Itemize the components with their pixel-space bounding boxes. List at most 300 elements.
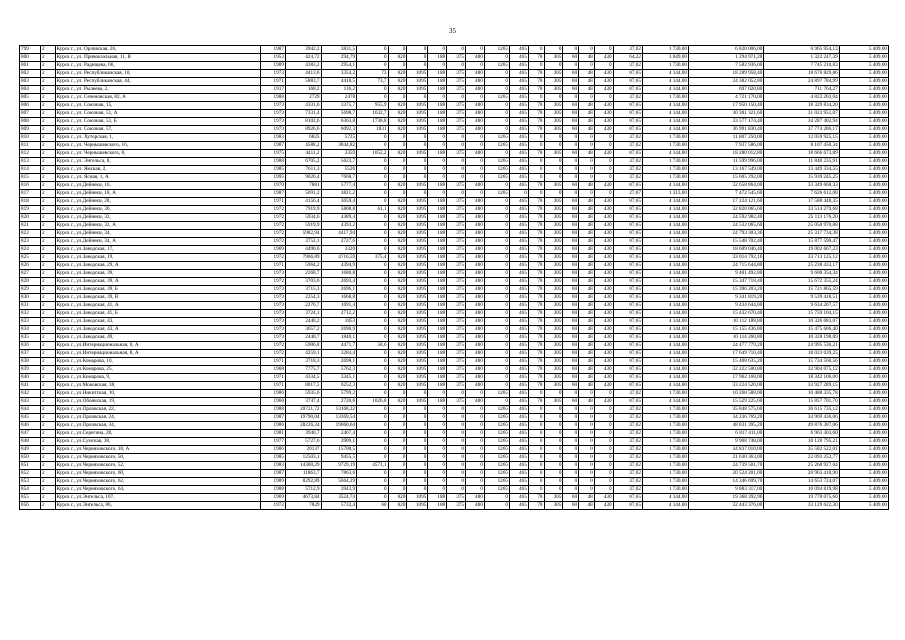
table-cell: 5664,29 (321, 478, 357, 486)
table-cell: 375 (447, 246, 466, 254)
table-cell: 15 939 245,25 (764, 174, 839, 182)
table-cell: 1986 (260, 390, 285, 398)
table-row (20, 46, 889, 54)
table-cell: Курск г., ул. Союзная, 57, (55, 126, 260, 134)
table-cell: 1 730,00 (642, 438, 688, 446)
table-cell: 4 144,00 (642, 102, 688, 110)
table-cell: 0 (544, 414, 563, 422)
table-cell: 305 (544, 78, 563, 86)
table-cell: 1987 (260, 142, 285, 150)
table-cell: 0 (594, 446, 613, 454)
table-cell: 0 (465, 142, 484, 150)
table-cell: 837 (20, 350, 41, 358)
table-cell: 465 (509, 158, 528, 166)
table-cell: 375 (447, 198, 466, 206)
table-cell: 0 (579, 454, 595, 462)
table-cell: 0 (484, 78, 509, 86)
table-cell: 15 548 702,40 (688, 238, 763, 246)
table-cell: 4 144,00 (642, 294, 688, 302)
table-cell: 0 (544, 190, 563, 198)
table-cell: 78 (528, 278, 544, 286)
table-cell: 9729,19 (321, 462, 357, 470)
table-cell: 465 (509, 86, 528, 94)
table-cell: 375 (447, 206, 466, 214)
table-cell: 14 346 699,70 (688, 478, 763, 486)
table-cell: 1265 (484, 446, 509, 454)
table-cell: 5906,8 (285, 342, 321, 350)
table-cell: 305 (544, 502, 563, 510)
table-cell: 305 (544, 86, 563, 94)
table-cell: 3831,5 (321, 46, 357, 54)
table-cell: 37,02 (613, 414, 642, 422)
table-cell: 11 807 250,00 (688, 134, 763, 142)
table-cell: 4 144,00 (642, 246, 688, 254)
table-cell: 0 (407, 94, 428, 102)
table-cell: 1095 (407, 78, 428, 86)
table-cell: 1 730,00 (642, 446, 688, 454)
table-cell: 22 093 252,77 (764, 454, 839, 462)
table-cell: 5 409,00 (839, 398, 888, 406)
table-cell: 87,65 (613, 494, 642, 502)
table-cell: 0 (447, 414, 466, 422)
table-cell: 840 (20, 374, 41, 382)
table-cell: 1095 (407, 294, 428, 302)
table-cell: 37,02 (613, 438, 642, 446)
table-cell: 0 (357, 230, 388, 238)
table-cell: Курск г., ул.Комарова, 25, (55, 366, 260, 374)
table-cell: 0 (579, 174, 595, 182)
table-cell: 5 409,00 (839, 246, 888, 254)
table-cell: 0 (465, 414, 484, 422)
table-cell: 73,7 (357, 78, 388, 86)
table-cell: 48 (579, 126, 595, 134)
table-cell: 188 (428, 294, 447, 302)
table-cell: 4 144,00 (642, 382, 688, 390)
table-cell: 0 (594, 94, 613, 102)
table-cell: 2440,2 (285, 318, 321, 326)
table-cell: 5526 (321, 166, 357, 174)
table-cell: 5 409,00 (839, 238, 888, 246)
table-row (20, 478, 889, 486)
table-cell: 188 (428, 278, 447, 286)
table-cell: 78 (528, 286, 544, 294)
table-cell: 1986 (260, 422, 285, 430)
table-cell: 4 144,00 (642, 214, 688, 222)
table-cell: 5964,2 (285, 262, 321, 270)
table-cell: 305 (544, 382, 563, 390)
table-row (20, 126, 889, 134)
table-cell: 0 (509, 190, 528, 198)
table-cell: 15 877 590,47 (764, 238, 839, 246)
table-cell: 480 (465, 494, 484, 502)
table-cell: 4 144,00 (642, 230, 688, 238)
table-cell: 620 (388, 374, 407, 382)
table-cell: 0 (563, 486, 579, 494)
table-cell: 0 (544, 174, 563, 182)
table-cell: Курск г., ул.Заводская, 39, Б (55, 286, 260, 294)
table-cell: 1989 (260, 478, 285, 486)
table-cell: Курск г., ул.Моковская, 38, (55, 382, 260, 390)
table-cell: 60 (563, 54, 579, 62)
table-cell: 5 409,00 (839, 462, 888, 470)
table-cell: 4393,2 (321, 222, 357, 230)
table-row (20, 78, 889, 86)
table-cell: 620 (388, 294, 407, 302)
table-cell: 0 (388, 478, 407, 486)
table-cell: 36 991 830,40 (688, 126, 763, 134)
table-cell: 480 (465, 318, 484, 326)
table-row (20, 390, 889, 398)
table-cell: 480 (465, 502, 484, 510)
table-cell: 305 (544, 350, 563, 358)
table-cell: 812 (20, 150, 41, 158)
table-cell: 375 (447, 270, 466, 278)
table-cell: 849 (20, 446, 41, 454)
table-cell: 5 409,00 (839, 494, 888, 502)
table-cell: Курск г., ул.Заводская, 41, Б (55, 310, 260, 318)
table-cell: 0 (579, 486, 595, 494)
table-cell: 0 (407, 430, 428, 438)
table-cell: 48 (579, 382, 595, 390)
table-cell: 0 (388, 390, 407, 398)
table-cell: 824 (20, 246, 41, 254)
table-cell: 64,22 (613, 54, 642, 62)
table-cell: 0 (484, 366, 509, 374)
table-cell: 2 (40, 398, 55, 406)
table-cell: 0 (388, 486, 407, 494)
table-cell: 1095 (407, 102, 428, 110)
table-cell: 5 409,00 (839, 406, 888, 414)
table-cell: 87,65 (613, 102, 642, 110)
table-cell: 0 (428, 406, 447, 414)
table-cell: 188 (428, 230, 447, 238)
table-row (20, 502, 889, 510)
table-cell: 294,79 (321, 54, 357, 62)
table-cell: 33 577 174,40 (688, 118, 763, 126)
table-cell: 3657,2 (285, 326, 321, 334)
table-cell: 799 (20, 46, 41, 54)
table-cell: 0 (544, 438, 563, 446)
table-cell: 32 820 065,60 (688, 206, 763, 214)
table-cell: 1972 (260, 502, 285, 510)
table-cell: 0 (579, 94, 595, 102)
table-cell: 1987 (260, 414, 285, 422)
table-cell: 1 730,00 (642, 470, 688, 478)
table-cell: 1917 (260, 86, 285, 94)
table-cell: 4389,4 (321, 214, 357, 222)
table-cell: 25 050 970,88 (764, 222, 839, 230)
table-cell: 10 094 819,98 (764, 486, 839, 494)
table-cell: 0 (357, 190, 388, 198)
table-cell: 78 (528, 398, 544, 406)
table-cell: 14300,29 (285, 462, 321, 470)
table-cell: 0 (357, 94, 388, 102)
table-cell: 35 582 522,01 (764, 446, 839, 454)
table-cell: 5 409,00 (839, 222, 888, 230)
table-cell: 465 (509, 254, 528, 262)
table-cell: 825 (20, 254, 41, 262)
table-cell: 78 (528, 334, 544, 342)
table-cell: 10 114 260,80 (688, 334, 763, 342)
table-cell: 0 (428, 94, 447, 102)
table-cell: 2 (40, 214, 55, 222)
table-cell: 1 730,00 (642, 486, 688, 494)
table-cell: 87,65 (613, 318, 642, 326)
table-cell: 37,02 (613, 470, 642, 478)
table-cell: 5 409,00 (839, 198, 888, 206)
table-cell: 0 (447, 462, 466, 470)
table-cell: 430 (594, 278, 613, 286)
table-cell: 48 (579, 222, 595, 230)
table-cell: 188 (428, 118, 447, 126)
table-cell: Курск г., ул.Орловская, 24, (55, 414, 260, 422)
table-cell: 0 (388, 406, 407, 414)
table-cell: 2 (40, 286, 55, 294)
table-cell: 15 475 606,40 (764, 326, 839, 334)
table-row (20, 142, 889, 150)
table-cell: 806 (20, 102, 41, 110)
table-cell: 1971 (260, 374, 285, 382)
table-cell: 430 (594, 270, 613, 278)
table-cell: 620 (388, 110, 407, 118)
table-cell: 1 730,00 (642, 46, 688, 54)
table-cell: 1738,8 (357, 118, 388, 126)
table-cell: 60 (563, 278, 579, 286)
table-cell: 833 (20, 318, 41, 326)
table-cell: 5 409,00 (839, 182, 888, 190)
table-cell: 0 (407, 134, 428, 142)
table-cell: 18 676 829,86 (764, 70, 839, 78)
table-cell: Курск г., ул.Черняховского, 60, (55, 470, 260, 478)
table-cell: 835 (20, 334, 41, 342)
table-cell: 1968 (260, 366, 285, 374)
table-cell: 430 (594, 198, 613, 206)
table-cell: 188 (428, 502, 447, 510)
table-cell: 60 (563, 350, 579, 358)
table-cell: 78 (528, 198, 544, 206)
table-cell: 832 (20, 310, 41, 318)
table-cell: 1977 (260, 438, 285, 446)
table-cell: 465 (509, 54, 528, 62)
table-cell: 5 409,00 (839, 334, 888, 342)
table-cell: 2727,6 (321, 238, 357, 246)
table-cell: 87,65 (613, 358, 642, 366)
table-cell: 188 (428, 310, 447, 318)
table-cell: 1988 (260, 406, 285, 414)
table-cell: 4 144,00 (642, 398, 688, 406)
table-cell: 0 (484, 358, 509, 366)
table-cell: 430 (594, 342, 613, 350)
table-row (20, 118, 889, 126)
table-cell: Курск г., ул.Заводская, 39, (55, 270, 260, 278)
table-cell: 25 113 176,20 (764, 214, 839, 222)
table-cell: 0 (594, 158, 613, 166)
table-cell: 188 (428, 350, 447, 358)
table-cell: 4 144,00 (642, 110, 688, 118)
table-cell: 78 (528, 78, 544, 86)
table-cell: 0 (484, 294, 509, 302)
table-cell: 465 (509, 398, 528, 406)
table-cell: Курск г., ул. Орловская, 26, (55, 46, 260, 54)
table-cell: 60 (563, 78, 579, 86)
table-cell: 78 (528, 502, 544, 510)
table-cell: 7331,4 (285, 110, 321, 118)
table-cell: 430 (594, 398, 613, 406)
table-cell: 465 (509, 174, 528, 182)
table-cell: 1095 (407, 374, 428, 382)
table-cell: 27,07 (613, 190, 642, 198)
table-cell: 820 (20, 214, 41, 222)
table-cell: 5 409,00 (839, 502, 888, 510)
table-cell: Курск г., ул. Республиканская, 10, (55, 70, 260, 78)
table-cell: 4 144,00 (642, 78, 688, 86)
table-cell: 7919,9 (285, 206, 321, 214)
table-cell: 1265 (484, 142, 509, 150)
table-cell: 0 (579, 438, 595, 446)
table-cell: 10 120 795,21 (764, 438, 839, 446)
table-cell: 1265 (484, 462, 509, 470)
table-cell: 1691,4 (321, 302, 357, 310)
table-cell: 0 (357, 294, 388, 302)
table-cell: 1095 (407, 302, 428, 310)
table-cell: 5 409,00 (839, 214, 888, 222)
table-cell: 822 (20, 230, 41, 238)
table-cell: 0 (528, 478, 544, 486)
table-row (20, 102, 889, 110)
table-cell: 854 (20, 486, 41, 494)
table-cell: 37,02 (613, 478, 642, 486)
table-cell: 1265 (484, 94, 509, 102)
table-cell: 1 730,00 (642, 406, 688, 414)
table-cell: 1971 (260, 358, 285, 366)
table-cell: 87,65 (613, 350, 642, 358)
table-cell: 1972 (260, 230, 285, 238)
table-cell: 15 408 635,20 (688, 358, 763, 366)
table-cell: 0 (388, 190, 407, 198)
table-cell: 48 (579, 206, 595, 214)
table-cell: 430 (594, 126, 613, 134)
table-cell: 375 (447, 334, 466, 342)
table-cell: 37,02 (613, 430, 642, 438)
table-cell: 465 (509, 454, 528, 462)
table-cell: 0 (484, 270, 509, 278)
table-cell: 60 (563, 326, 579, 334)
table-cell: 0 (428, 470, 447, 478)
table-cell: 0 (528, 470, 544, 478)
table-cell: 1973 (260, 118, 285, 126)
table-cell: 60 (563, 206, 579, 214)
table-cell: 808 (20, 118, 41, 126)
table-cell: 814 (20, 166, 41, 174)
table-cell: 0 (428, 430, 447, 438)
table-cell: 465 (509, 350, 528, 358)
table-cell: 0 (388, 166, 407, 174)
table-cell: 465 (509, 342, 528, 350)
table-cell: 17 950 150,40 (688, 102, 763, 110)
table-cell: 305 (544, 302, 563, 310)
table-row (20, 86, 889, 94)
table-cell: 1095 (407, 230, 428, 238)
table-cell: 36 615 735,12 (764, 406, 839, 414)
table-cell: 430 (594, 182, 613, 190)
table-cell: 13168,22 (321, 406, 357, 414)
table-cell: 375 (447, 118, 466, 126)
table-cell: 87,65 (613, 86, 642, 94)
table-cell: 375 (447, 278, 466, 286)
table-cell: 851 (20, 462, 41, 470)
table-cell: 3703,6 (285, 278, 321, 286)
table-cell: 20 963 418,90 (764, 470, 839, 478)
table-cell: 1988 (260, 94, 285, 102)
table-cell: 5 409,00 (839, 422, 888, 430)
table-cell: 5 409,00 (839, 174, 888, 182)
table-cell: 18 342 106,00 (764, 374, 839, 382)
table-cell: 4 144,00 (642, 286, 688, 294)
table-cell: 0 (428, 390, 447, 398)
table-cell: 430 (594, 366, 613, 374)
table-cell: 4 144,00 (642, 366, 688, 374)
table-cell: 3752,1 (285, 238, 321, 246)
table-cell: 1265 (484, 422, 509, 430)
table-cell: 2254,3 (285, 294, 321, 302)
table-cell: 0 (544, 446, 563, 454)
table-row (20, 494, 889, 502)
table-cell: 0 (594, 486, 613, 494)
table-cell: 0 (563, 142, 579, 150)
table-cell: 37 774 286,17 (764, 126, 839, 134)
table-cell: Курск г., ул.Дейнеки, 30, (55, 206, 260, 214)
table-cell: 305 (544, 238, 563, 246)
table-cell: 0 (484, 494, 509, 502)
table-cell: 11 599 996,00 (688, 158, 763, 166)
table-cell: 0 (357, 430, 388, 438)
table-cell: 465 (509, 406, 528, 414)
table-cell: 58,6 (357, 342, 388, 350)
table-cell: 1 730,00 (642, 174, 688, 182)
table-cell: Курск г., ул. Энгельса, 8, (55, 158, 260, 166)
table-cell: 480 (465, 206, 484, 214)
table-cell: 465 (509, 230, 528, 238)
table-cell: 1973 (260, 270, 285, 278)
table-cell: 87,65 (613, 270, 642, 278)
table-cell: 0 (447, 438, 466, 446)
table-cell: 1969 (260, 494, 285, 502)
table-cell: 188 (428, 342, 447, 350)
table-cell: 375 (447, 494, 466, 502)
table-cell: 4471,7 (321, 342, 357, 350)
table-cell: Курск г., ул.Черняховского, 50, (55, 454, 260, 462)
table-cell: 0 (544, 142, 563, 150)
page-number: 35 (449, 27, 456, 35)
table-cell: 0 (484, 54, 509, 62)
table-cell: 430 (594, 358, 613, 366)
table-cell: 3359 (321, 150, 357, 158)
table-cell: 87,65 (613, 334, 642, 342)
table-cell: 48 (579, 230, 595, 238)
table-cell: 620 (388, 54, 407, 62)
table-cell: 0 (357, 262, 388, 270)
table-cell: 0 (594, 142, 613, 150)
table-cell: 305 (544, 270, 563, 278)
table-cell: 2 (40, 454, 55, 462)
table-cell: 0 (563, 190, 579, 198)
table-row (20, 382, 889, 390)
table-cell: 480 (465, 398, 484, 406)
table-cell: 1973 (260, 310, 285, 318)
table-cell: Курск г., ул.Никитская, 10, (55, 390, 260, 398)
table-cell: 0 (357, 406, 388, 414)
table-cell: 78 (528, 302, 544, 310)
